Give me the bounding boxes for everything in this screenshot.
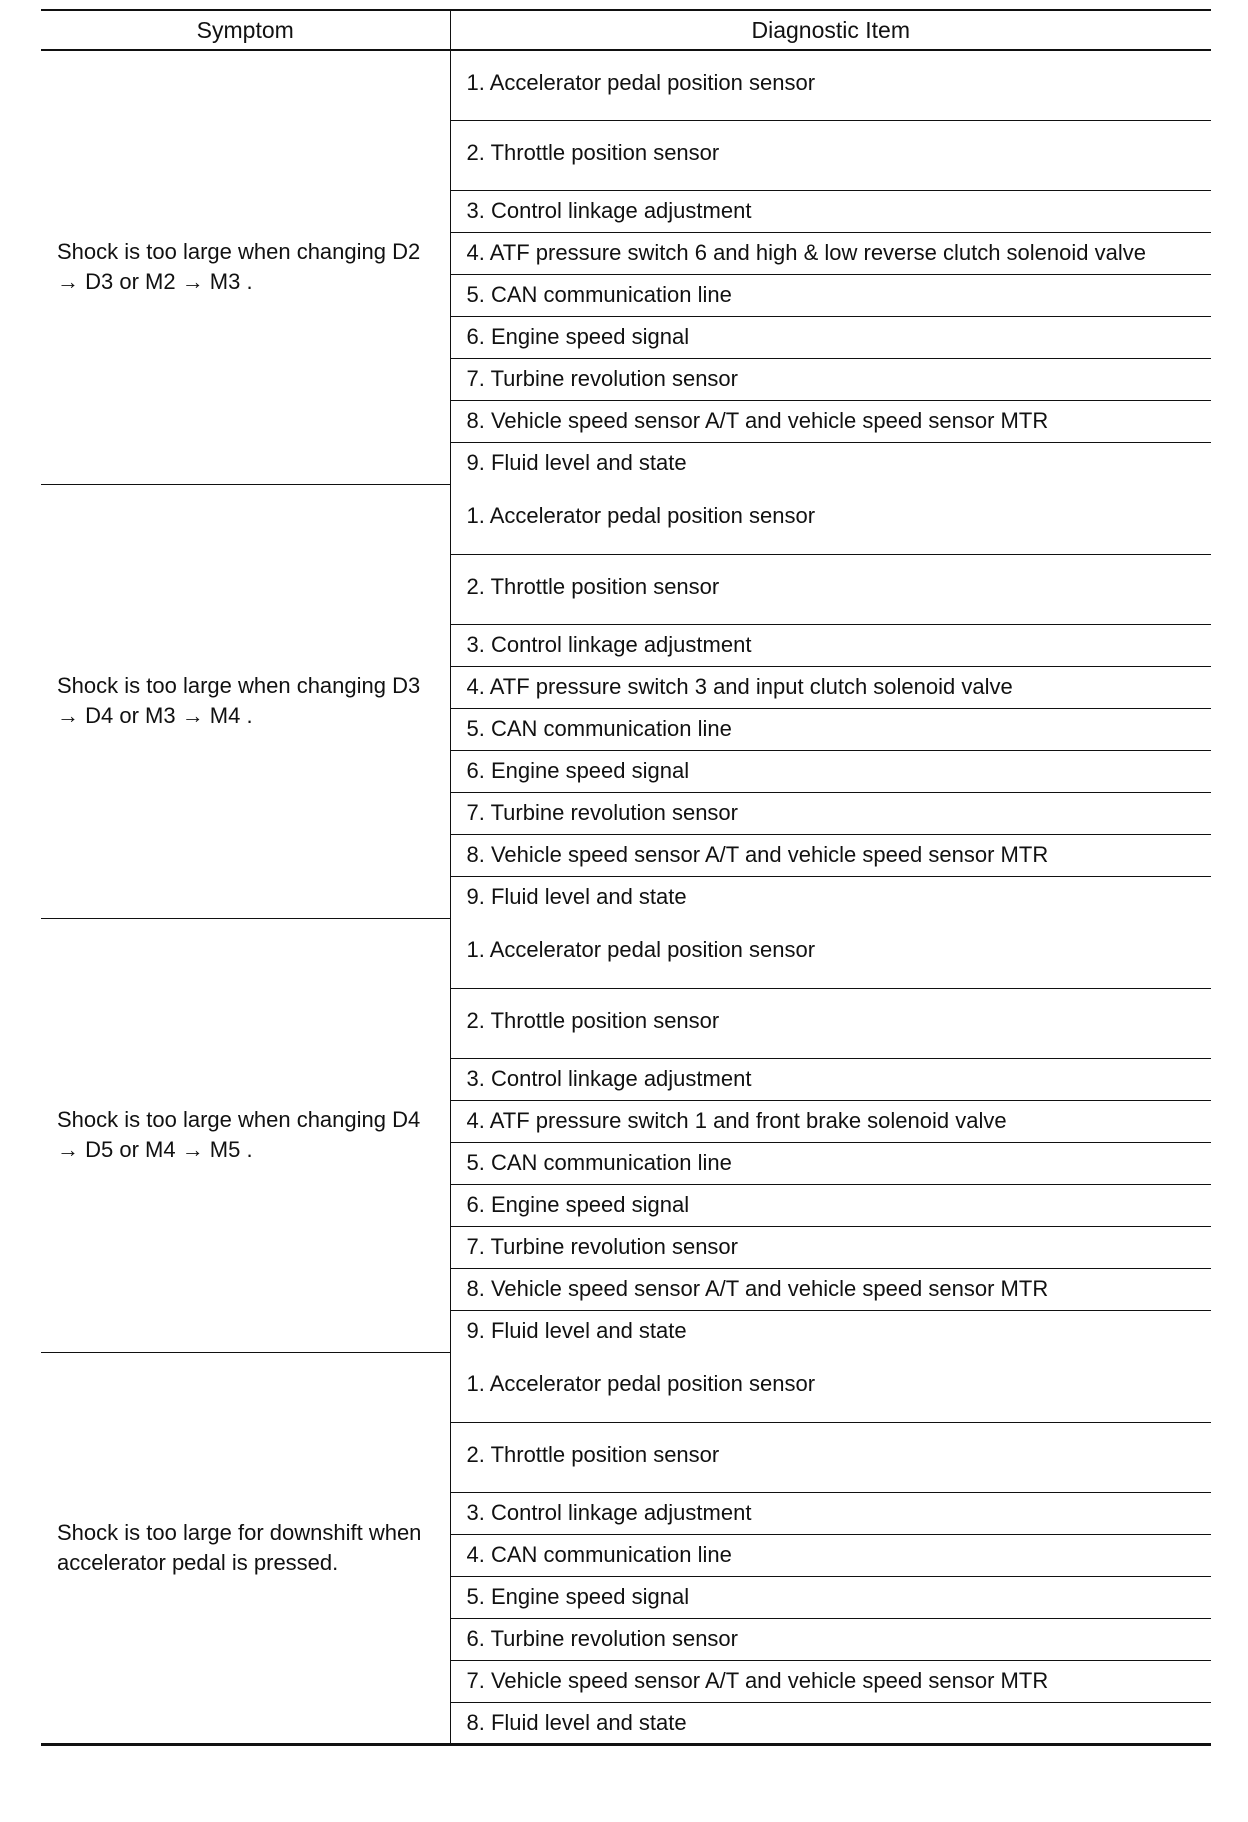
symptom-cell: Shock is too large when changing D2 → D3 or M2 → M3 . [41,50,450,484]
diagnostic-item-cell: 3. Control linkage adjustment [450,1492,1211,1534]
symptom-header: Symptom [41,10,450,50]
diagnostic-item-cell: 2. Throttle position sensor [450,988,1211,1058]
diagnostic-item-cell: 3. Control linkage adjustment [450,624,1211,666]
symptom-group [41,484,1211,918]
diagnostic-item-cell: 9. Fluid level and state [450,876,1211,918]
diagnostic-item-cell: 7. Turbine revolution sensor [450,358,1211,400]
diagnostic-item-cell: 1. Accelerator pedal position sensor [466,937,816,962]
symptom-group [41,50,1211,484]
symptom-cell: Shock is too large for downshift when accelerator pedal is pressed. [41,1352,450,1744]
diagnostic-item-cell: 7. Vehicle speed sensor A/T and vehicle speed sensor MTR [450,1660,1211,1702]
symptom-cell: Shock is too large when changing D3 → D4 or M3 → M4 . [41,484,450,918]
diagnostic-item-cell: 4. ATF pressure switch 3 and input clutch solenoid valve [450,666,1211,708]
table-row [41,50,1211,120]
diagnostic-item-cell: 7. Turbine revolution sensor [450,792,1211,834]
diagnostic-item-cell: 3. Control linkage adjustment [450,190,1211,232]
diagnostic-item-cell: 8. Vehicle speed sensor A/T and vehicle speed sensor MTR [450,1268,1211,1310]
diagnostic-item-cell: 6. Engine speed signal [450,750,1211,792]
diagnostic-item-cell: 4. ATF pressure switch 6 and high & low reverse clutch solenoid valve [450,232,1211,274]
diagnostic-item-cell: 1. Accelerator pedal position sensor [466,1371,816,1396]
diagnostic-item-cell: 2. Throttle position sensor [450,554,1211,624]
table-row [41,1352,1211,1422]
diagnostic-item-cell: 6. Turbine revolution sensor [450,1618,1211,1660]
symptom-group [41,918,1211,1352]
symptom-cell: Shock is too large when changing D4 → D5 or M4 → M5 . [41,918,450,1352]
diagnostic-item-cell: 8. Vehicle speed sensor A/T and vehicle speed sensor MTR [450,400,1211,442]
diagnostic-item-cell: 1. Accelerator pedal position sensor [466,70,816,95]
diagnostic-table [41,9,1211,1746]
diagnostic-item-cell: 1. Accelerator pedal position sensor [466,503,816,528]
diagnostic-item-cell: 8. Fluid level and state [450,1702,1211,1744]
diagnostic-item-cell: 6. Engine speed signal [450,1184,1211,1226]
table-row [41,484,1211,554]
diagnostic-item-cell: 4. CAN communication line [450,1534,1211,1576]
table-row [41,918,1211,988]
diagnostic-item-cell: 5. CAN communication line [450,274,1211,316]
diagnostic-item-cell: 5. CAN communication line [450,708,1211,750]
diagnostic-item-cell: 8. Vehicle speed sensor A/T and vehicle speed sensor MTR [450,834,1211,876]
diagnostic-item-cell: 5. CAN communication line [450,1142,1211,1184]
diagnostic-item-header: Diagnostic Item [450,10,1211,50]
diagnostic-item-cell: 2. Throttle position sensor [450,120,1211,190]
diagnostic-item-cell: 4. ATF pressure switch 1 and front brake solenoid valve [450,1100,1211,1142]
diagnostic-item-cell: 6. Engine speed signal [450,316,1211,358]
diagnostic-item-cell: 9. Fluid level and state [450,442,1211,484]
diagnostic-item-cell: 9. Fluid level and state [450,1310,1211,1352]
diagnostic-item-cell: 5. Engine speed signal [450,1576,1211,1618]
symptom-group [41,1352,1211,1744]
diagnostic-item-cell: 7. Turbine revolution sensor [450,1226,1211,1268]
diagnostic-item-cell: 3. Control linkage adjustment [450,1058,1211,1100]
header-row [41,10,1211,50]
diagnostic-item-cell: 2. Throttle position sensor [450,1422,1211,1492]
